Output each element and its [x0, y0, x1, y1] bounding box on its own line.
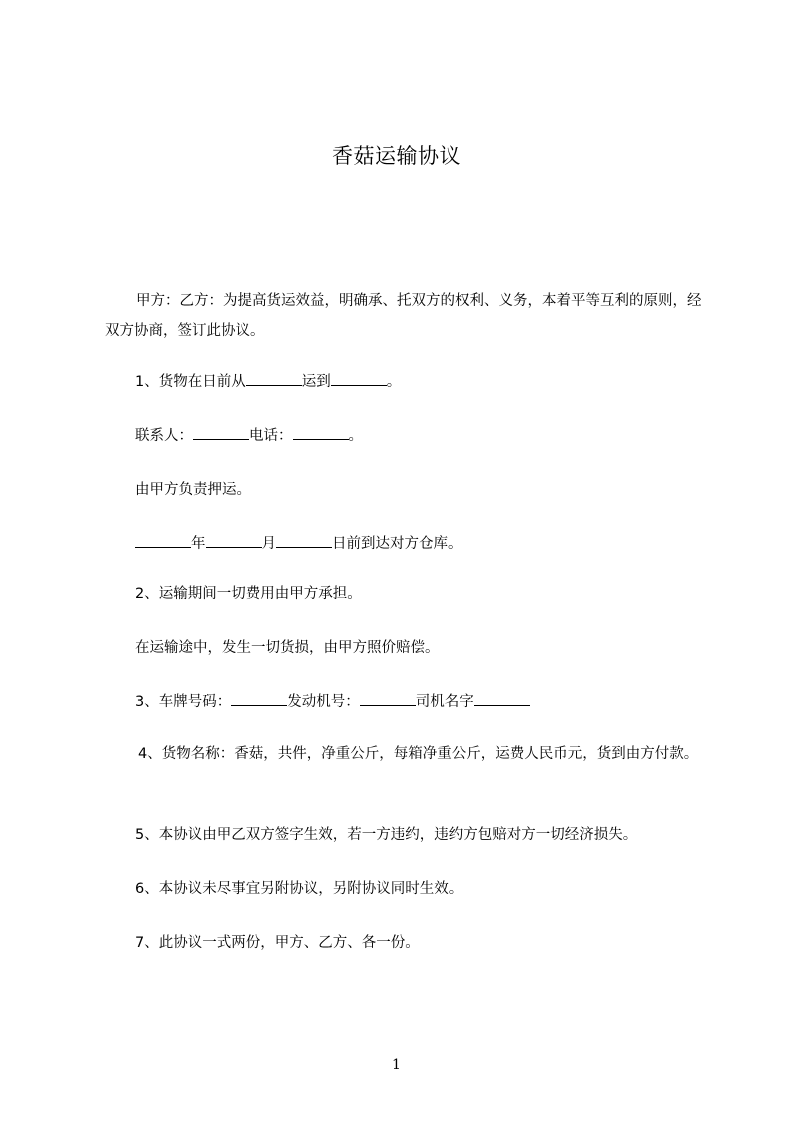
clause-1-route-text: 1、货物在日前从	[135, 374, 246, 390]
deadline-text: 日前到达对方仓库。	[332, 536, 463, 552]
month-label: 月	[261, 536, 276, 552]
blank-phone	[293, 425, 349, 440]
plate-label: 3、车牌号码：	[135, 694, 232, 710]
clause-4-goods: 4、货物名称：香菇，共件，净重公斤，每箱净重公斤，运费人民币元，货到由方付款。	[138, 746, 699, 762]
page-number: 1	[392, 1057, 401, 1073]
clause-1-route	[135, 367, 715, 397]
blank-day	[276, 533, 332, 548]
blank-engine	[360, 691, 416, 706]
clause-6-supplement: 6、本协议未尽事宜另附协议，另附协议同时生效。	[135, 881, 464, 897]
clause-3-vehicle	[135, 687, 715, 717]
clause-1-escort: 由甲方负责押运。	[135, 482, 251, 498]
blank-year	[135, 533, 191, 548]
contact-label: 联系人：	[135, 428, 193, 444]
blank-plate	[231, 691, 287, 706]
clause-7-copies: 7、此协议一式两份，甲方、乙方、各一份。	[135, 935, 420, 951]
clause-2-damage: 在运输途中，发生一切货损，由甲方照价赔偿。	[135, 640, 440, 656]
clause-1-deadline	[135, 529, 715, 559]
engine-label: 发动机号：	[287, 694, 360, 710]
clause-1-route-end: 。	[386, 374, 402, 390]
blank-origin	[246, 371, 302, 386]
year-label: 年	[191, 536, 206, 552]
phone-label: 电话：	[249, 428, 293, 444]
document-title: 香菇运输协议	[332, 144, 461, 168]
contact-end: 。	[348, 428, 363, 444]
clause-5-validity: 5、本协议由甲乙双方签字生效，若一方违约，违约方包赔对方一切经济损失。	[135, 827, 638, 843]
blank-month	[206, 533, 262, 548]
intro-paragraph: 甲方：乙方：为提高货运效益，明确承、托双方的权利、义务，本着平等互利的原则，经双方协商，签订此协议。	[105, 293, 702, 339]
clause-1-route-to: 运到	[301, 374, 331, 390]
clause-1-contact	[135, 421, 715, 451]
blank-contact	[193, 425, 249, 440]
blank-destination	[331, 371, 387, 386]
driver-label: 司机名字	[415, 694, 474, 710]
blank-driver	[474, 691, 530, 706]
clause-2-costs: 2、运输期间一切费用由甲方承担。	[135, 586, 362, 602]
